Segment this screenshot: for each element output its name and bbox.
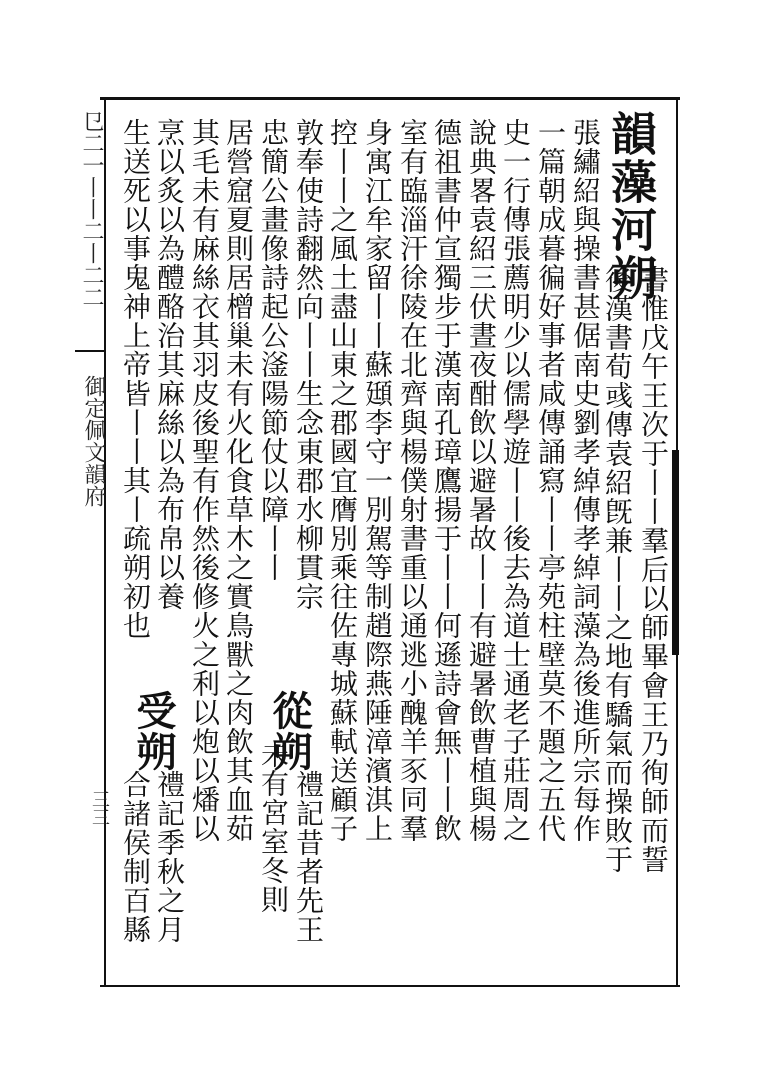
margin-divider <box>75 350 105 352</box>
text-column-1: 書惟戊午王次于丨丨羣后以師畢會王乃徇師而誓 <box>637 265 670 874</box>
text-column-15: 烹以炙以為醴酪治其麻絲以為布帛以養 <box>153 118 186 611</box>
heading-yunzao-hesuo: 韻藻河朔 <box>604 110 658 302</box>
text-column-7: 德祖書仲宣獨步于漢南孔璋鷹揚于丨丨何遜詩會無丨丨飲 <box>430 118 463 843</box>
left-rule <box>104 100 106 985</box>
text-column-10: 控丨丨之風土盡山東之郡國宜膺別乘往佐專城蘇軾送顧子 <box>326 118 359 843</box>
top-rule <box>100 97 680 100</box>
text-column-11-tail: 禮記昔者先王 <box>292 770 325 944</box>
text-column-9: 身寓江牟家留丨丨蘇頲李守一別駕等制趙際燕陲漳濱淇上 <box>361 118 394 843</box>
book-title-side: 御定佩文韻府 <box>81 375 106 507</box>
text-column-4: 一篇朝成暮徧好事者咸傳誦寫丨丨亭苑柱壁莫不題之五代 <box>534 118 567 843</box>
margin-top-marks: 㔾二一丨丨二丨二二 <box>79 110 104 308</box>
text-column-16-tail: 合諸侯制百縣 <box>119 770 152 944</box>
text-column-11: 敦奉使詩翻然向丨丨生念東郡水柳貫宗 <box>292 118 325 611</box>
text-column-14: 其毛未有麻絲衣其羽皮後聖有作然後修火之利以炮以燔以 <box>188 118 221 843</box>
text-column-16: 生送死以事鬼神上帝皆丨丨其丨疏朔初也 <box>119 118 152 640</box>
text-column-3: 張繡紹與操書甚倨南史劉孝綽傳孝綽詞藻為後進所宗每作 <box>569 118 602 843</box>
text-column-6: 說典畧袁紹三伏晝夜酣飲以避暑故丨丨有避暑飲曹植與楊 <box>465 118 498 843</box>
bottom-rule <box>100 985 680 987</box>
text-column-13: 居營窟夏則居橧巢未有火化食草木之實鳥獸之肉飲其血茹 <box>222 118 255 843</box>
spine-mark <box>672 450 679 655</box>
text-column-15-tail: 禮記季秋之月 <box>153 770 186 944</box>
page-number-mark: 三三 <box>89 790 110 826</box>
heading-shou-shuo: 受朔 <box>130 690 177 772</box>
text-column-2: 後漢書荀彧傳袁紹旣兼丨丨之地有驕氣而操敗于 <box>601 265 634 874</box>
text-column-12-tail: 未有宮室冬則 <box>257 740 290 914</box>
text-column-12: 忠簡公畫像詩起公滏陽節仗以障丨丨 <box>257 118 290 582</box>
heading-cong-shuo: 從朔 <box>266 690 313 772</box>
text-column-8: 室有臨淄汗徐陵在北齊與楊僕射書重以通逃小醜羊豕同羣 <box>396 118 429 843</box>
text-column-5: 史一行傳張薦明少以儒學遊丨丨後去為道士通老子莊周之 <box>499 118 532 843</box>
